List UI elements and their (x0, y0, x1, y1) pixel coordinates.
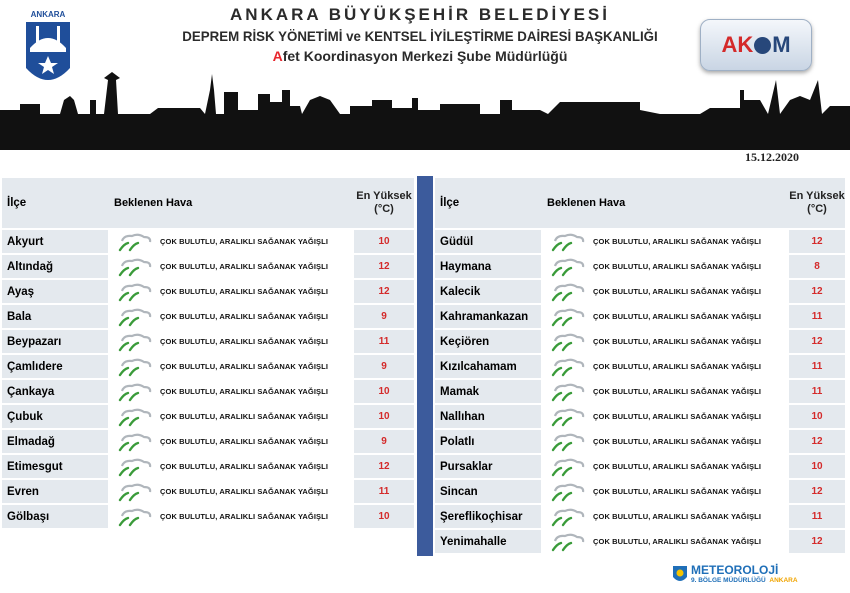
meteoroloji-logo (672, 563, 842, 589)
max-temp: 11 (789, 505, 845, 528)
district-name: Elmadağ (2, 430, 108, 453)
max-temp: 11 (789, 380, 845, 403)
weather-text: ÇOK BULUTLU, ARALIKLI SAĞANAK YAĞIŞLI (593, 362, 762, 371)
cloud-rain-icon (547, 357, 587, 377)
cloud-rain-icon (114, 432, 154, 452)
max-temp: 10 (354, 380, 414, 403)
table-row (435, 305, 845, 328)
max-temp: 12 (789, 430, 845, 453)
max-temp: 10 (354, 230, 414, 253)
max-temp: 10 (789, 455, 845, 478)
table-header-row (435, 178, 845, 228)
meteo-subtitle: 9. BÖLGE MÜDÜRLÜĞÜ ANKARA (691, 577, 798, 584)
weather-cell (541, 305, 789, 328)
max-temp: 12 (789, 330, 845, 353)
table-row (435, 255, 845, 278)
meteo-title: METEOROLOJİ (691, 563, 779, 577)
weather-cell (541, 330, 789, 353)
ankara-skyline (0, 70, 850, 150)
max-temp: 12 (354, 455, 414, 478)
district-name: Şereflikoçhisar (435, 505, 541, 528)
header-weather: Beklenen Hava (108, 178, 354, 228)
table-row (435, 380, 845, 403)
weather-cell (108, 405, 354, 428)
district-name: Etimesgut (2, 455, 108, 478)
cloud-rain-icon (547, 282, 587, 302)
max-temp: 9 (354, 355, 414, 378)
weather-text: ÇOK BULUTLU, ARALIKLI SAĞANAK YAĞIŞLI (593, 512, 762, 521)
weather-cell (108, 455, 354, 478)
table-row (2, 355, 414, 378)
weather-cell (108, 380, 354, 403)
header-weather: Beklenen Hava (541, 178, 789, 228)
weather-cell (108, 330, 354, 353)
cloud-rain-icon (547, 482, 587, 502)
forecast-table-left (2, 176, 414, 530)
weather-text: ÇOK BULUTLU, ARALIKLI SAĞANAK YAĞIŞLI (593, 262, 762, 271)
table-row (2, 305, 414, 328)
district-name: Gölbaşı (2, 505, 108, 528)
weather-cell (108, 505, 354, 528)
cloud-rain-icon (114, 282, 154, 302)
weather-text: ÇOK BULUTLU, ARALIKLI SAĞANAK YAĞIŞLI (593, 387, 762, 396)
weather-cell (108, 255, 354, 278)
weather-text: ÇOK BULUTLU, ARALIKLI SAĞANAK YAĞIŞLI (593, 237, 762, 246)
max-temp: 12 (789, 280, 845, 303)
district-name: Ayaş (2, 280, 108, 303)
cloud-rain-icon (547, 232, 587, 252)
weather-cell (108, 355, 354, 378)
weather-cell (108, 305, 354, 328)
max-temp: 11 (354, 330, 414, 353)
header-max-temp: En Yüksek (°C) (789, 178, 845, 228)
table-row (2, 405, 414, 428)
max-temp: 11 (789, 355, 845, 378)
table-row (435, 505, 845, 528)
district-name: Çubuk (2, 405, 108, 428)
weather-cell (541, 480, 789, 503)
max-temp: 9 (354, 305, 414, 328)
weather-cell (541, 280, 789, 303)
header-district: İlçe (2, 178, 108, 228)
cloud-rain-icon (547, 432, 587, 452)
table-row (2, 230, 414, 253)
table-row (435, 480, 845, 503)
table-row (435, 330, 845, 353)
weather-text: ÇOK BULUTLU, ARALIKLI SAĞANAK YAĞIŞLI (160, 412, 329, 421)
district-name: Bala (2, 305, 108, 328)
weather-cell (541, 530, 789, 553)
district-name: Pursaklar (435, 455, 541, 478)
weather-text: ÇOK BULUTLU, ARALIKLI SAĞANAK YAĞIŞLI (593, 337, 762, 346)
weather-text: ÇOK BULUTLU, ARALIKLI SAĞANAK YAĞIŞLI (160, 437, 329, 446)
district-name: Mamak (435, 380, 541, 403)
weather-cell (108, 280, 354, 303)
cloud-rain-icon (547, 332, 587, 352)
max-temp: 12 (354, 280, 414, 303)
max-temp: 10 (354, 505, 414, 528)
weather-text: ÇOK BULUTLU, ARALIKLI SAĞANAK YAĞIŞLI (593, 537, 762, 546)
cloud-rain-icon (114, 307, 154, 327)
header-district: İlçe (435, 178, 541, 228)
report-date: 15.12.2020 (745, 150, 799, 164)
forecast-table-right (435, 176, 845, 555)
title-branch: Afet Koordinasyon Merkezi Şube Müdürlüğü (272, 48, 568, 64)
table-row (2, 480, 414, 503)
district-name: Nallıhan (435, 405, 541, 428)
title-municipality: ANKARA BÜYÜKŞEHİR BELEDİYESİ (230, 5, 610, 24)
table-row (2, 455, 414, 478)
max-temp: 12 (354, 255, 414, 278)
cloud-rain-icon (547, 307, 587, 327)
weather-text: ÇOK BULUTLU, ARALIKLI SAĞANAK YAĞIŞLI (160, 262, 329, 271)
weather-cell (541, 405, 789, 428)
table-row (435, 430, 845, 453)
district-name: Altındağ (2, 255, 108, 278)
header-max-temp: En Yüksek (°C) (354, 178, 414, 228)
max-temp: 12 (789, 480, 845, 503)
cloud-rain-icon (547, 382, 587, 402)
weather-text: ÇOK BULUTLU, ARALIKLI SAĞANAK YAĞIŞLI (160, 312, 329, 321)
weather-cell (541, 255, 789, 278)
district-name: Çankaya (2, 380, 108, 403)
weather-text: ÇOK BULUTLU, ARALIKLI SAĞANAK YAĞIŞLI (160, 487, 329, 496)
weather-cell (541, 455, 789, 478)
district-name: Kalecik (435, 280, 541, 303)
max-temp: 10 (354, 405, 414, 428)
table-row (2, 380, 414, 403)
cloud-rain-icon (114, 382, 154, 402)
table-row (2, 430, 414, 453)
weather-text: ÇOK BULUTLU, ARALIKLI SAĞANAK YAĞIŞLI (593, 487, 762, 496)
district-name: Sincan (435, 480, 541, 503)
weather-text: ÇOK BULUTLU, ARALIKLI SAĞANAK YAĞIŞLI (160, 362, 329, 371)
district-name: Haymana (435, 255, 541, 278)
weather-text: ÇOK BULUTLU, ARALIKLI SAĞANAK YAĞIŞLI (593, 312, 762, 321)
weather-cell (541, 430, 789, 453)
akom-logo: AK M (700, 19, 812, 71)
district-name: Kızılcahamam (435, 355, 541, 378)
cloud-rain-icon (114, 507, 154, 527)
table-row (2, 280, 414, 303)
weather-text: ÇOK BULUTLU, ARALIKLI SAĞANAK YAĞIŞLI (593, 287, 762, 296)
weather-cell (108, 230, 354, 253)
max-temp: 8 (789, 255, 845, 278)
district-name: Güdül (435, 230, 541, 253)
weather-text: ÇOK BULUTLU, ARALIKLI SAĞANAK YAĞIŞLI (160, 512, 329, 521)
weather-cell (541, 505, 789, 528)
cloud-rain-icon (114, 257, 154, 277)
district-name: Keçiören (435, 330, 541, 353)
logo-text: ANKARA (30, 10, 66, 19)
weather-text: ÇOK BULUTLU, ARALIKLI SAĞANAK YAĞIŞLI (160, 287, 329, 296)
cloud-rain-icon (114, 332, 154, 352)
district-name: Beypazarı (2, 330, 108, 353)
table-row (2, 330, 414, 353)
cloud-rain-icon (547, 507, 587, 527)
weather-text: ÇOK BULUTLU, ARALIKLI SAĞANAK YAĞIŞLI (593, 462, 762, 471)
weather-cell (108, 430, 354, 453)
cloud-rain-icon (114, 232, 154, 252)
max-temp: 11 (354, 480, 414, 503)
header-titles (150, 4, 690, 66)
cloud-rain-icon (547, 407, 587, 427)
table-header-row (2, 178, 414, 228)
max-temp: 12 (789, 230, 845, 253)
cloud-rain-icon (114, 357, 154, 377)
district-name: Polatlı (435, 430, 541, 453)
cloud-rain-icon (547, 532, 587, 552)
table-row (435, 405, 845, 428)
weather-text: ÇOK BULUTLU, ARALIKLI SAĞANAK YAĞIŞLI (593, 412, 762, 421)
cloud-rain-icon (114, 407, 154, 427)
weather-text: ÇOK BULUTLU, ARALIKLI SAĞANAK YAĞIŞLI (160, 337, 329, 346)
weather-cell (541, 355, 789, 378)
table-row (435, 280, 845, 303)
table-row (435, 455, 845, 478)
weather-text: ÇOK BULUTLU, ARALIKLI SAĞANAK YAĞIŞLI (160, 387, 329, 396)
max-temp: 12 (789, 530, 845, 553)
weather-text: ÇOK BULUTLU, ARALIKLI SAĞANAK YAĞIŞLI (160, 237, 329, 246)
weather-cell (541, 230, 789, 253)
table-row (435, 230, 845, 253)
weather-cell (541, 380, 789, 403)
weather-cell (108, 480, 354, 503)
table-row (2, 255, 414, 278)
weather-text: ÇOK BULUTLU, ARALIKLI SAĞANAK YAĞIŞLI (160, 462, 329, 471)
max-temp: 9 (354, 430, 414, 453)
max-temp: 10 (789, 405, 845, 428)
cloud-rain-icon (114, 457, 154, 477)
title-department: DEPREM RİSK YÖNETİMİ ve KENTSEL İYİLEŞTİRME DAİRESİ BAŞKANLIĞI (182, 28, 658, 44)
district-name: Akyurt (2, 230, 108, 253)
table-row (435, 530, 845, 553)
cloud-rain-icon (547, 257, 587, 277)
cloud-rain-icon (114, 482, 154, 502)
max-temp: 11 (789, 305, 845, 328)
district-name: Çamlıdere (2, 355, 108, 378)
district-name: Yenimahalle (435, 530, 541, 553)
table-row (2, 505, 414, 528)
meteoroloji-emblem-icon (672, 565, 688, 585)
district-name: Evren (2, 480, 108, 503)
table-divider (417, 176, 433, 556)
table-row (435, 355, 845, 378)
cloud-rain-icon (547, 457, 587, 477)
district-name: Kahramankazan (435, 305, 541, 328)
weather-text: ÇOK BULUTLU, ARALIKLI SAĞANAK YAĞIŞLI (593, 437, 762, 446)
